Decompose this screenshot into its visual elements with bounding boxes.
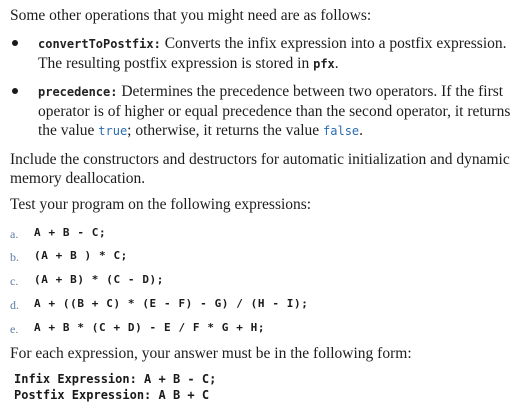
expression-code: (A + B ) * C; [34,249,128,262]
expression-letter: b. [10,250,19,264]
bullet-dot-icon [12,40,18,46]
bullet-text [38,34,520,74]
expression-code: A + B - C; [34,226,107,239]
bullet-item-precedence [10,82,522,142]
keyword-precedence: precedence: [38,85,118,99]
expression-code: (A + B) * (C - D); [34,273,165,286]
bullet-end: . [359,122,364,139]
expression-letter: e. [10,322,19,336]
expression-letter: d. [10,298,19,312]
bullet-middle: ; otherwise, it returns the value [127,122,324,139]
keyword-convert-to-postfix: convertToPostfix: [38,37,161,51]
bullet-dot-icon [12,88,18,94]
expression-code: A + ((B + C) * (E - F) - G) / (H - I); [34,297,309,310]
bullet-text [38,82,520,141]
expression-letter: a. [10,227,19,241]
code-pfx: pfx [313,57,335,71]
expression-row [10,226,522,244]
expression-letter: c. [10,274,19,288]
expression-code: A + B * (C + D) - E / F * G + H; [34,321,266,334]
expression-row [10,249,522,267]
output-infix-line: Infix Expression: A + B - C; [14,372,217,386]
code-true: true [98,124,128,138]
form-paragraph: For each expression, your answer must be in the following form: [10,345,412,362]
output-postfix-line: Postfix Expression: A B + C [14,388,210,402]
expression-row [10,273,522,291]
bullet-item-convert-to-postfix [10,34,522,74]
expression-row [10,297,522,315]
expression-row [10,321,522,339]
intro-paragraph: Some other operations that you might need are as follows: [10,7,372,24]
code-false: false [323,124,360,138]
bullet-description: Determines the precedence between two operators. If the first operator is of higher or equal precedence than the second operator, it returns the value [38,83,511,139]
bullet-end: . [334,55,339,72]
bullet-description: Converts the infix expression into a postfix expression. The resulting postfix expression is stored in [38,35,507,72]
constructors-paragraph: Include the constructors and destructors for automatic initialization and dynamic memory deallocation. [10,151,510,187]
test-paragraph: Test your program on the following expressions: [10,196,312,213]
